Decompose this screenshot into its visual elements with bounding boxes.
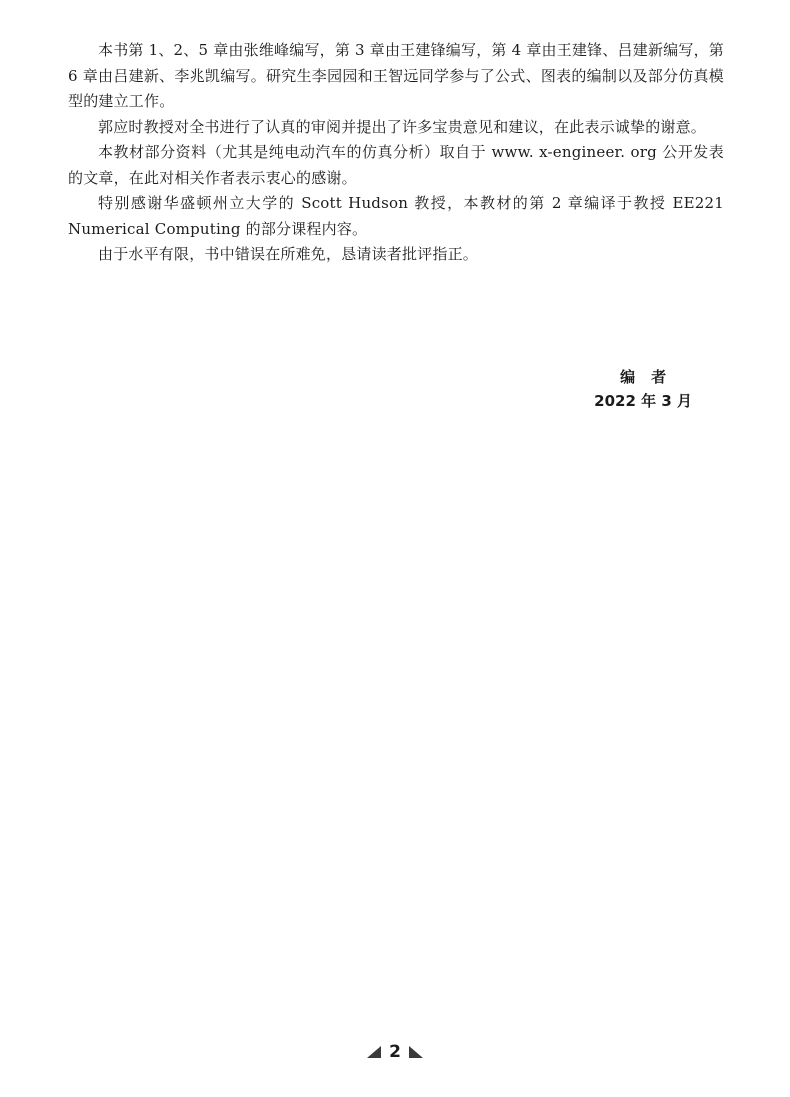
signature-author: 编者 (620, 368, 683, 386)
page-number: 2 (389, 1042, 401, 1062)
paragraph-special-thanks: 特别感谢华盛顿州立大学的 Scott Hudson 教授，本教材的第 2 章编译于教授 EE221 Numerical Computing 的部分课程内容。 (68, 194, 724, 238)
preface-body (68, 38, 724, 268)
paragraph-source-thanks: 本教材部分资料（尤其是纯电动汽车的仿真分析）取自于 www. x-engineer. org 公开发表的文章，在此对相关作者表示衷心的感谢。 (68, 143, 724, 187)
paragraph-authors: 本书第 1、2、5 章由张维峰编写，第 3 章由王建锋编写，第 4 章由王建锋、吕建新编写，第 6 章由吕建新、李兆凯编写。研究生李园园和王智远同学参与了公式、图表的编制以及部分仿真模型的建立工作。 (68, 41, 724, 110)
triangle-right-icon (409, 1046, 423, 1058)
page-footer (0, 1040, 790, 1064)
paragraph-reviewer-thanks: 郭应时教授对全书进行了认真的审阅并提出了许多宝贵意见和建议，在此表示诚挚的谢意。 (98, 117, 707, 136)
paragraph-apology: 由于水平有限，书中错误在所难免，恳请读者批评指正。 (98, 245, 479, 263)
signature-block (594, 365, 692, 413)
triangle-left-icon (367, 1046, 381, 1058)
signature-date: 2022 年 3 月 (594, 392, 692, 410)
